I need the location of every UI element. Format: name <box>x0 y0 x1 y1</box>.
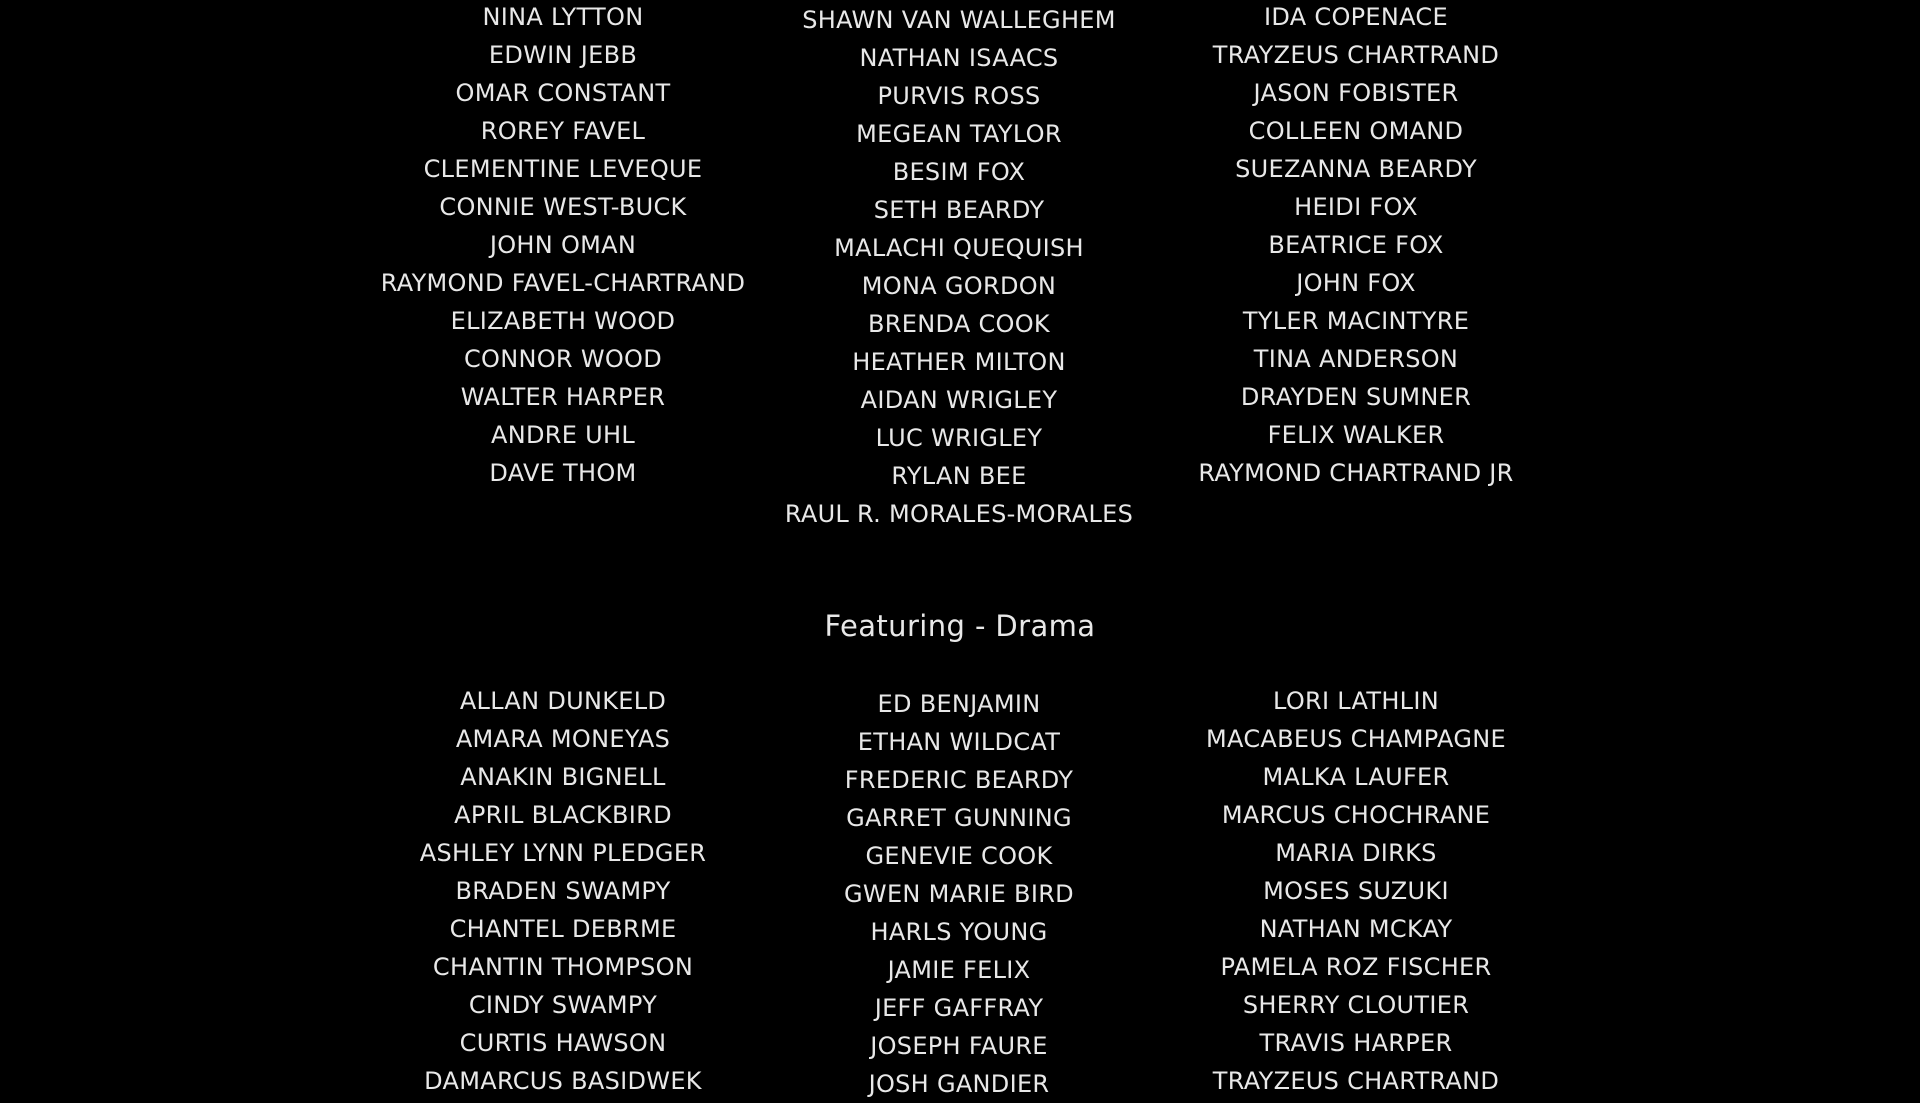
credit-name: JOHN OMAN <box>489 231 637 259</box>
credit-name: CURTIS HAWSON <box>459 1029 667 1057</box>
credit-name: RAUL R. MORALES-MORALES <box>784 500 1134 528</box>
credit-name: MONA GORDON <box>861 272 1057 300</box>
credit-name: SUEZANNA BEARDY <box>1235 155 1477 183</box>
credit-name: AIDAN WRIGLEY <box>860 386 1058 414</box>
credit-name: APRIL BLACKBIRD <box>454 801 672 829</box>
credit-name: IDA COPENACE <box>1264 3 1448 31</box>
credit-name: ROREY FAVEL <box>480 117 646 145</box>
credit-name: RYLAN BEE <box>891 462 1027 490</box>
credit-name: HEIDI FOX <box>1294 193 1418 221</box>
credit-name: BEATRICE FOX <box>1268 231 1444 259</box>
credit-name: FELIX WALKER <box>1267 421 1445 449</box>
credit-name: ALLAN DUNKELD <box>459 687 667 715</box>
credits-column-3-section-1 <box>1136 0 1576 492</box>
credit-name: JAMIE FELIX <box>887 956 1031 984</box>
credits-column-1-section-1 <box>343 0 783 492</box>
credit-name: ANAKIN BIGNELL <box>460 763 666 791</box>
credits-column-3-section-2 <box>1136 682 1576 1100</box>
credit-name: LORI LATHLIN <box>1273 687 1439 715</box>
credit-name: ASHLEY LYNN PLEDGER <box>419 839 707 867</box>
credit-name: TRAVIS HARPER <box>1259 1029 1453 1057</box>
credit-name: CONNOR WOOD <box>463 345 663 373</box>
section-heading: Featuring - Drama <box>824 609 1096 643</box>
credit-name: MEGEAN TAYLOR <box>856 120 1062 148</box>
credit-name: COLLEEN OMAND <box>1248 117 1464 145</box>
credit-name: CLEMENTINE LEVEQUE <box>423 155 703 183</box>
credits-column-2-section-1 <box>739 1 1179 533</box>
credit-name: OMAR CONSTANT <box>455 79 671 107</box>
credit-name: NATHAN ISAACS <box>859 44 1059 72</box>
credit-name: PURVIS ROSS <box>877 82 1041 110</box>
credit-name: GENEVIE COOK <box>865 842 1053 870</box>
credit-name: MACABEUS CHAMPAGNE <box>1206 725 1506 753</box>
credit-name: BRADEN SWAMPY <box>455 877 671 905</box>
credit-name: LUC WRIGLEY <box>875 424 1043 452</box>
credit-name: MARIA DIRKS <box>1275 839 1437 867</box>
credit-name: SHAWN VAN WALLEGHEM <box>802 6 1116 34</box>
credit-name: SETH BEARDY <box>873 196 1045 224</box>
credits-column-1-section-2 <box>343 682 783 1100</box>
credit-name: CINDY SWAMPY <box>468 991 658 1019</box>
credit-name: MALKA LAUFER <box>1262 763 1450 791</box>
credit-name: EDWIN JEBB <box>488 41 638 69</box>
credit-name: JASON FOBISTER <box>1253 79 1459 107</box>
credit-name: MOSES SUZUKI <box>1263 877 1449 905</box>
credit-name: CHANTIN THOMPSON <box>432 953 694 981</box>
credits-column-2-section-2 <box>739 685 1179 1103</box>
credit-name: MARCUS CHOCHRANE <box>1221 801 1491 829</box>
credit-name: TYLER MACINTYRE <box>1242 307 1470 335</box>
credit-name: WALTER HARPER <box>460 383 666 411</box>
credit-name: NINA LYTTON <box>482 3 644 31</box>
credit-name: JOHN FOX <box>1296 269 1416 297</box>
credit-name: DAVE THOM <box>489 459 637 487</box>
credit-name: DRAYDEN SUMNER <box>1240 383 1472 411</box>
credit-name: AMARA MONEYAS <box>455 725 671 753</box>
credit-name: JOSEPH FAURE <box>870 1032 1048 1060</box>
credit-name: GARRET GUNNING <box>846 804 1072 832</box>
credit-name: HEATHER MILTON <box>852 348 1066 376</box>
credit-name: DAMARCUS BASIDWEK <box>424 1067 702 1095</box>
credit-name: TINA ANDERSON <box>1253 345 1459 373</box>
credit-name: MALACHI QUEQUISH <box>834 234 1084 262</box>
credit-name: CHANTEL DEBRME <box>449 915 677 943</box>
credit-name: BESIM FOX <box>892 158 1026 186</box>
credit-name: NATHAN MCKAY <box>1259 915 1453 943</box>
credit-name: HARLS YOUNG <box>870 918 1048 946</box>
credit-name: PAMELA ROZ FISCHER <box>1220 953 1492 981</box>
credit-name: ED BENJAMIN <box>877 690 1041 718</box>
credit-name: RAYMOND CHARTRAND JR <box>1198 459 1514 487</box>
credit-name: BRENDA COOK <box>868 310 1050 338</box>
credit-name: FREDERIC BEARDY <box>844 766 1074 794</box>
credit-name: GWEN MARIE BIRD <box>844 880 1074 908</box>
credit-name: ANDRE UHL <box>490 421 635 449</box>
credit-name: CONNIE WEST-BUCK <box>439 193 687 221</box>
credit-name: TRAYZEUS CHARTRAND <box>1212 41 1500 69</box>
credit-name: ETHAN WILDCAT <box>857 728 1061 756</box>
credit-name: RAYMOND FAVEL-CHARTRAND <box>380 269 746 297</box>
credit-name: TRAYZEUS CHARTRAND <box>1212 1067 1500 1095</box>
credit-name: ELIZABETH WOOD <box>450 307 676 335</box>
credit-name: JEFF GAFFRAY <box>874 994 1044 1022</box>
credit-name: JOSH GANDIER <box>868 1070 1050 1098</box>
credit-name: SHERRY CLOUTIER <box>1242 991 1470 1019</box>
